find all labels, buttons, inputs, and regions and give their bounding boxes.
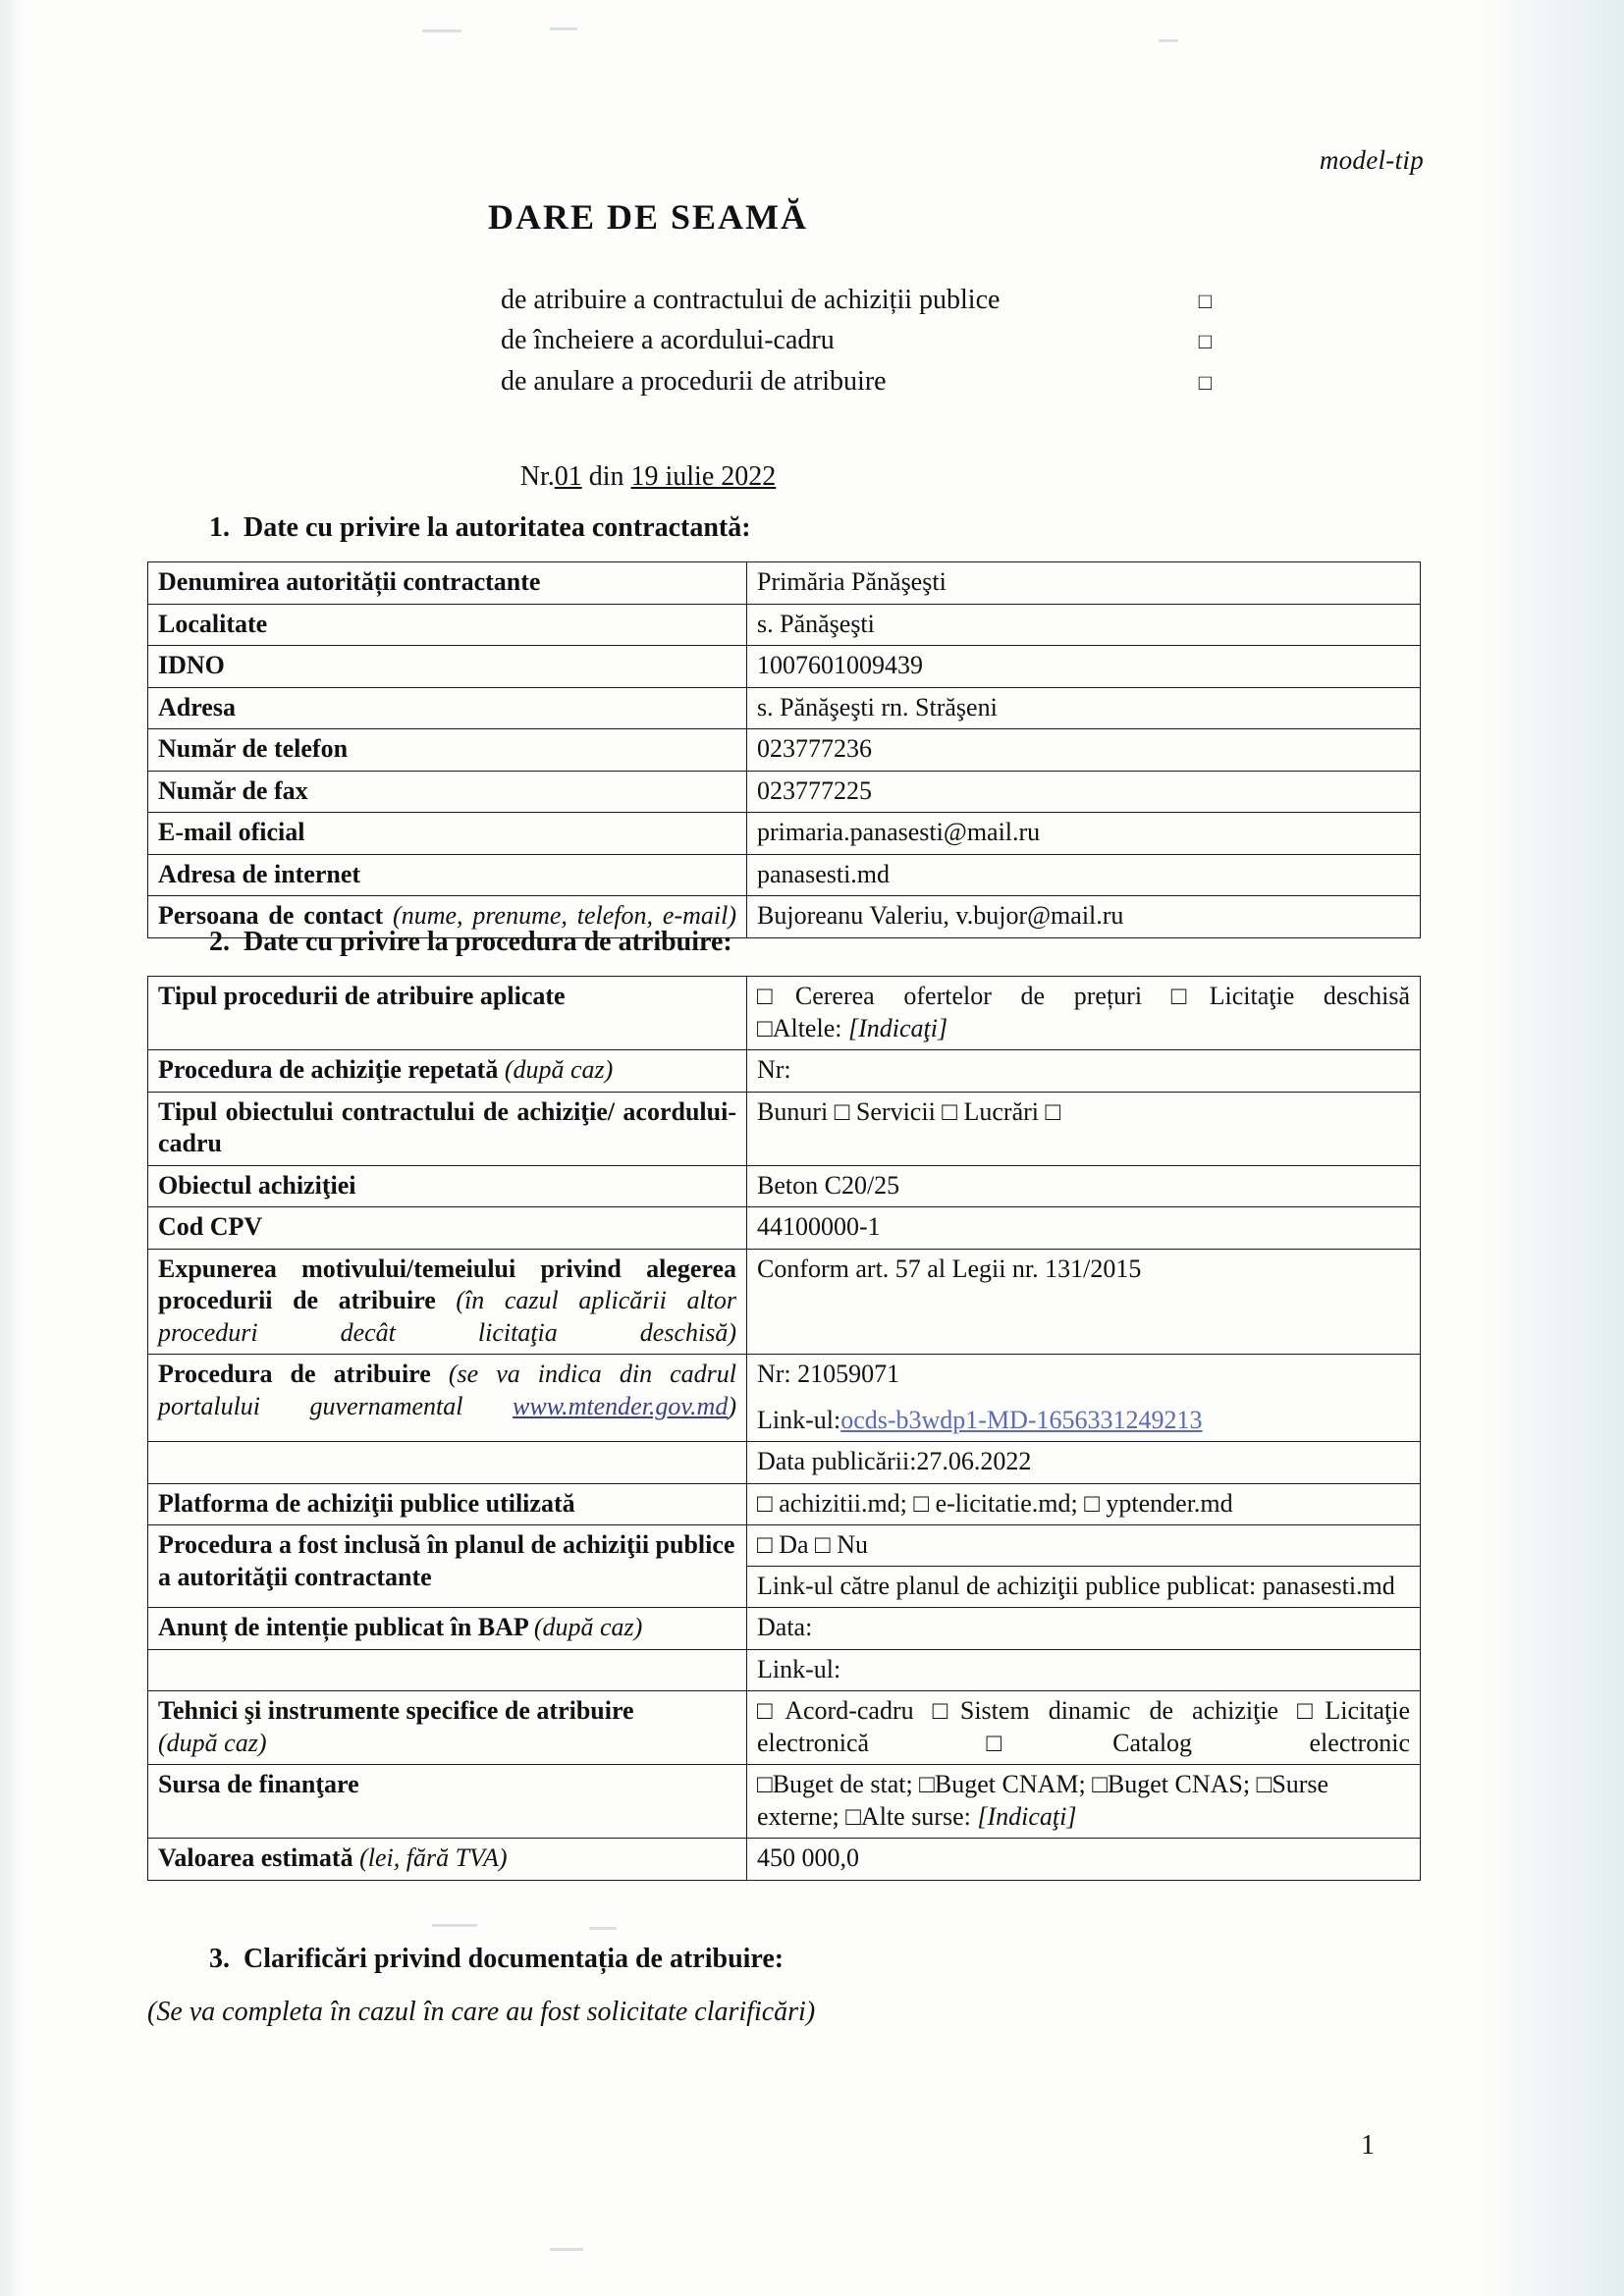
row-value: 44100000-1	[747, 1207, 1421, 1250]
model-tip-label: model-tip	[1319, 145, 1424, 175]
procedure-type-other-box[interactable]: □Altele:	[757, 1013, 842, 1042]
table-row-estimated-value	[148, 1839, 1421, 1881]
row-value: Beton C20/25	[747, 1165, 1421, 1207]
repeated-procedure-hint: (după caz)	[504, 1055, 614, 1084]
table-row-procedure-type	[148, 977, 1421, 1050]
row-value[interactable]: □Acord-cadru □Sistem dinamic de achiziţie □Licitaţie electronică □Catalog electronic	[747, 1691, 1421, 1765]
section-2-number: 2.	[209, 927, 230, 957]
table-row-motivation	[148, 1249, 1421, 1355]
row-label	[148, 1608, 747, 1650]
section-3-title: Clarificări privind documentația de atribuire:	[244, 1944, 785, 1974]
row-value: Conform art. 57 al Legii nr. 131/2015	[747, 1249, 1421, 1355]
page-title: DARE DE SEAMĂ	[487, 197, 809, 237]
motivation-label: Expunerea motivului/temeiului privind alegerea procedurii de atribuire	[158, 1254, 736, 1314]
table-row	[148, 729, 1421, 772]
scan-edge-left	[0, 0, 24, 2296]
row-label: Obiectul achiziţiei	[148, 1165, 747, 1207]
row-label: Procedura a fost inclusă în planul de achiziţii publice a autorităţii contractante	[148, 1525, 747, 1608]
row-value[interactable]: □ achizitii.md; □ e-licitatie.md; □ yptender.md	[747, 1483, 1421, 1525]
bap-hint: (după caz)	[533, 1613, 643, 1641]
subject-row-acord-cadru	[501, 320, 1286, 360]
publication-date: Data publicării:27.06.2022	[747, 1442, 1421, 1484]
row-label: Număr de fax	[148, 771, 747, 813]
row-value: 023777236	[747, 729, 1421, 772]
section-heading-2	[196, 927, 732, 958]
table-row-funding-source	[148, 1765, 1421, 1839]
procedure-type-options[interactable]: □Cererea ofertelor de prețuri □Licitaţie deschisă	[757, 982, 1410, 1010]
row-value: panasesti.md	[747, 854, 1421, 896]
row-label	[148, 1249, 747, 1355]
table-row-repeated-procedure	[148, 1050, 1421, 1093]
procedure-data-table	[147, 976, 1421, 1881]
section-1-number: 1.	[209, 512, 230, 543]
procedure-label: Procedura de atribuire	[158, 1360, 431, 1388]
subject-checkbox-list	[501, 280, 1286, 401]
row-spacer	[148, 1442, 747, 1484]
row-label: Număr de telefon	[148, 729, 747, 772]
row-label: Adresa de internet	[148, 854, 747, 896]
table-row-techniques	[148, 1691, 1421, 1765]
plan-included-options[interactable]: □ Da □ Nu	[757, 1530, 869, 1559]
procedure-hint: (se va indica din cadrul portalului guvernamental	[158, 1360, 737, 1420]
row-value: Nr:	[747, 1050, 1421, 1093]
bap-label: Anunț de intenție publicat în BAP	[158, 1613, 528, 1641]
checkbox-icon[interactable]: □	[1198, 289, 1212, 313]
estimated-value-hint: (lei, fără TVA)	[359, 1843, 508, 1872]
scan-speck	[422, 29, 461, 32]
table-row-plan-included	[148, 1525, 1421, 1608]
table-row	[148, 854, 1421, 896]
row-label: Denumirea autorității contractante	[148, 562, 747, 605]
techniques-hint: (după caz)	[158, 1728, 267, 1757]
section-2-title: Date cu privire la procedura de atribuire:	[244, 927, 732, 957]
section-3-number: 3.	[209, 1944, 230, 1974]
nr-value: 01	[554, 461, 582, 492]
row-value: s. Pănăşeşti	[747, 604, 1421, 646]
table-row-publication-date	[148, 1442, 1421, 1484]
table-row	[148, 687, 1421, 729]
table-row	[148, 604, 1421, 646]
row-value[interactable]	[747, 1765, 1421, 1839]
procedure-link-prefix: Link-ul:	[757, 1405, 841, 1434]
procedure-hint-end: )	[728, 1391, 736, 1420]
document-number-line	[137, 461, 1159, 493]
table-row	[148, 813, 1421, 855]
table-row-object-type	[148, 1092, 1421, 1165]
page-number: 1	[1361, 2130, 1375, 2161]
table-row-cpv	[148, 1207, 1421, 1250]
table-row	[148, 771, 1421, 813]
table-row-bap-link	[148, 1649, 1421, 1691]
scan-speck	[589, 1927, 617, 1930]
row-label: Platforma de achiziţii publice utilizată	[148, 1483, 747, 1525]
scan-speck	[550, 27, 577, 30]
row-label	[148, 1691, 747, 1765]
contact-label: Persoana de contact	[158, 901, 384, 930]
row-value[interactable]: Bunuri □ Servicii □ Lucrări □	[747, 1092, 1421, 1165]
din-label: din	[588, 461, 624, 492]
subject-label-contract: de atribuire a contractului de achiziții publice	[501, 285, 1001, 315]
row-value: 450 000,0	[747, 1839, 1421, 1881]
procedure-number: Nr: 21059071	[757, 1360, 900, 1388]
table-row	[148, 646, 1421, 688]
row-value: primaria.panasesti@mail.ru	[747, 813, 1421, 855]
document-date: 19 iulie 2022	[630, 461, 777, 492]
scan-edge-right	[1477, 0, 1624, 2296]
techniques-label: Tehnici şi instrumente specifice de atribuire	[158, 1696, 634, 1725]
scan-speck	[550, 2248, 583, 2251]
section-3-note: (Se va completa în cazul în care au fost solicitate clarificări)	[147, 1997, 816, 2027]
row-label: Tipul obiectului contractului de achiziţie/ acordului-cadru	[148, 1092, 747, 1165]
row-value	[747, 1525, 1421, 1608]
row-value: 023777225	[747, 771, 1421, 813]
row-spacer	[148, 1649, 747, 1691]
row-label: Localitate	[148, 604, 747, 646]
nr-prefix: Nr.	[519, 461, 555, 492]
row-label: IDNO	[148, 646, 747, 688]
table-row-platform	[148, 1483, 1421, 1525]
row-value: 1007601009439	[747, 646, 1421, 688]
row-label	[148, 1355, 747, 1442]
procedure-type-other-hint: [Indicaţi]	[847, 1013, 948, 1042]
row-label: Cod CPV	[148, 1207, 747, 1250]
table-row-bap-announcement	[148, 1608, 1421, 1650]
row-value: s. Pănăşeşti rn. Străşeni	[747, 687, 1421, 729]
row-label: Tipul procedurii de atribuire aplicate	[148, 977, 747, 1050]
table-row	[148, 562, 1421, 605]
estimated-value-label: Valoarea estimată	[158, 1843, 353, 1872]
ocds-link[interactable]: ocds-b3wdp1-MD-1656331249213	[840, 1405, 1203, 1434]
subject-label-anulare: de anulare a procedurii de atribuire	[501, 365, 887, 397]
funding-options[interactable]: □Buget de stat; □Buget CNAM; □Buget CNAS; □Surse externe; □Alte surse:	[757, 1770, 1329, 1831]
bap-link-value: Link-ul:	[747, 1649, 1421, 1691]
checkbox-icon[interactable]: □	[1198, 329, 1212, 354]
row-value	[747, 1355, 1421, 1442]
funding-other-hint: [Indicaţi]	[977, 1801, 1077, 1831]
table-row-object	[148, 1165, 1421, 1207]
section-heading-3	[196, 1944, 784, 1975]
row-label: E-mail oficial	[148, 813, 747, 855]
subject-label-acord-cadru: de încheiere a acordului-cadru	[501, 325, 835, 356]
row-value: Primăria Pănăşeşti	[747, 562, 1421, 605]
procedure-type-other[interactable]	[757, 1013, 1410, 1045]
contact-label-hint: (nume, prenume, telefon, e-mail)	[393, 901, 736, 930]
row-value	[747, 977, 1421, 1050]
scan-speck	[1159, 39, 1178, 42]
section-heading-1	[196, 512, 751, 544]
row-label: Adresa	[148, 687, 747, 729]
checkbox-icon[interactable]: □	[1198, 369, 1212, 395]
subject-row-anulare	[501, 361, 1286, 401]
table-row-procedure-link	[148, 1355, 1421, 1442]
row-label	[148, 1839, 747, 1881]
authority-data-table	[147, 561, 1421, 938]
mtender-portal-link[interactable]: www.mtender.gov.md	[513, 1391, 729, 1420]
scan-speck	[432, 1924, 477, 1927]
subject-row-contract	[501, 280, 1286, 320]
row-value: Data:	[747, 1608, 1421, 1650]
row-label: Sursa de finanţare	[148, 1765, 747, 1839]
plan-link-text: Link-ul către planul de achiziţii publice publicat: panasesti.md	[747, 1566, 1420, 1603]
motivation-hint: (în cazul aplicării altor proceduri decât licitaţia deschisă)	[158, 1286, 737, 1347]
row-value: Bujoreanu Valeriu, v.bujor@mail.ru	[747, 896, 1421, 938]
procedure-link-row	[757, 1405, 1410, 1437]
row-label	[148, 1050, 747, 1093]
section-1-title: Date cu privire la autoritatea contractantă:	[244, 512, 751, 543]
repeated-procedure-label: Procedura de achiziţie repetată	[158, 1055, 499, 1084]
